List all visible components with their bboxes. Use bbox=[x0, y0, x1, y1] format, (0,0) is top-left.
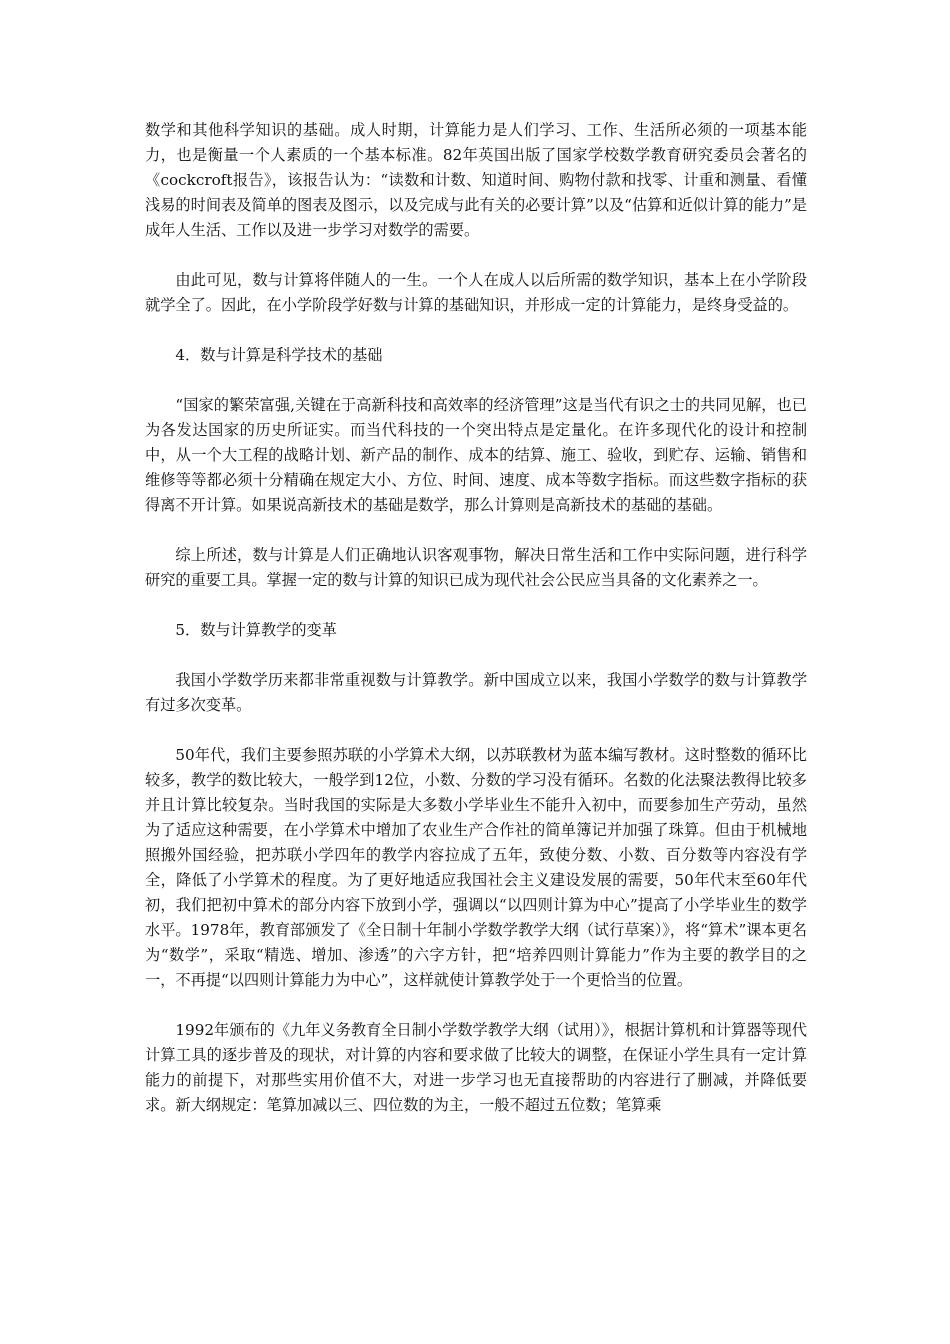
paragraph-continuation: 数学和其他科学知识的基础。成人时期，计算能力是人们学习、工作、生活所必须的一项基本能力，也是衡量一个人素质的一个基本标准。82年英国出版了国家学校数学教育研究委员会著名的《cockcroft报告》，该报告认为：“读数和计数、知道时间、购物付款和找零、计重和测量、看懂浅易的时间表及简单的图表及图示，以及完成与此有关的必要计算”以及“估算和近似计算的能力”是成年人生活、工作以及进一步学习对数学的需要。 bbox=[145, 121, 807, 239]
section-heading-4: 4．数与计算是科学技术的基础 bbox=[175, 346, 383, 364]
paragraph-1950s: 50年代，我们主要参照苏联的小学算术大纲，以苏联教材为蓝本编写教材。这时整数的循环比较多，教学的数比较大，一般学到12位，小数、分数的学习没有循环。名数的化法聚法教得比较多并且计算比较复杂。当时我国的实际是大多数小学毕业生不能升入初中，而要参加生产劳动，虽然为了适应这种需要，在小学算术中增加了农业生产合作社的简单簿记并加强了珠算。但由于机械地照搬外国经验，把苏联小学四年的教学内容拉成了五年，致使分数、小数、百分数等内容没有学全，降低了小学算术的程度。为了更好地适应我国社会主义建设发展的需要，50年代末至60年代初，我们把初中算术的部分内容下放到小学，强调以“以四则计算为中心”提高了小学毕业生的数学水平。1978年，教育部颁发了《全日制十年制小学数学教学大纲（试行草案）》，将“算术”课本更名为“数学”，采取“精选、增加、渗透”的六字方针，把“培养四则计算能力”作为主要的教学目的之一，不再提“以四则计算能力为中心”，这样就使计算教学处于一个更恰当的位置。 bbox=[145, 746, 807, 989]
document-page bbox=[145, 118, 807, 1143]
paragraph-reform-intro: 我国小学数学历来都非常重视数与计算教学。新中国成立以来，我国小学数学的数与计算教学有过多次变革。 bbox=[145, 671, 807, 714]
paragraph-technology: “国家的繁荣富强,关键在于高新科技和高效率的经济管理”这是当代有识之士的共同见解，也已为各发达国家的历史所证实。而当代科技的一个突出特点是定量化。在许多现代化的设计和控制中，从一个大工程的战略计划、新产品的制作、成本的结算、施工、验收，到贮存、运输、销售和维修等等都必须十分精确在规定大小、方位、时间、速度、成本等数字指标。而这些数字指标的获得离不开计算。如果说高新技术的基础是数学，那么计算则是高新技术的基础的基础。 bbox=[145, 396, 807, 514]
section-heading-5: 5．数与计算教学的变革 bbox=[175, 621, 337, 639]
paragraph-lifelong: 由此可见，数与计算将伴随人的一生。一个人在成人以后所需的数学知识，基本上在小学阶段就学全了。因此，在小学阶段学好数与计算的基础知识，并形成一定的计算能力，是终身受益的。 bbox=[145, 271, 807, 314]
paragraph-1992: 1992年颁布的《九年义务教育全日制小学数学教学大纲（试用）》，根据计算机和计算器等现代计算工具的逐步普及的现状，对计算的内容和要求做了比较大的调整，在保证小学生具有一定计算能力的前提下，对那些实用价值不大，对进一步学习也无直接帮助的内容进行了删减，并降低要求。新大纲规定：笔算加减以三、四位数的为主，一般不超过五位数；笔算乘 bbox=[145, 1021, 807, 1114]
paragraph-summary: 综上所述，数与计算是人们正确地认识客观事物，解决日常生活和工作中实际问题，进行科学研究的重要工具。掌握一定的数与计算的知识已成为现代社会公民应当具备的文化素养之一。 bbox=[145, 546, 807, 589]
